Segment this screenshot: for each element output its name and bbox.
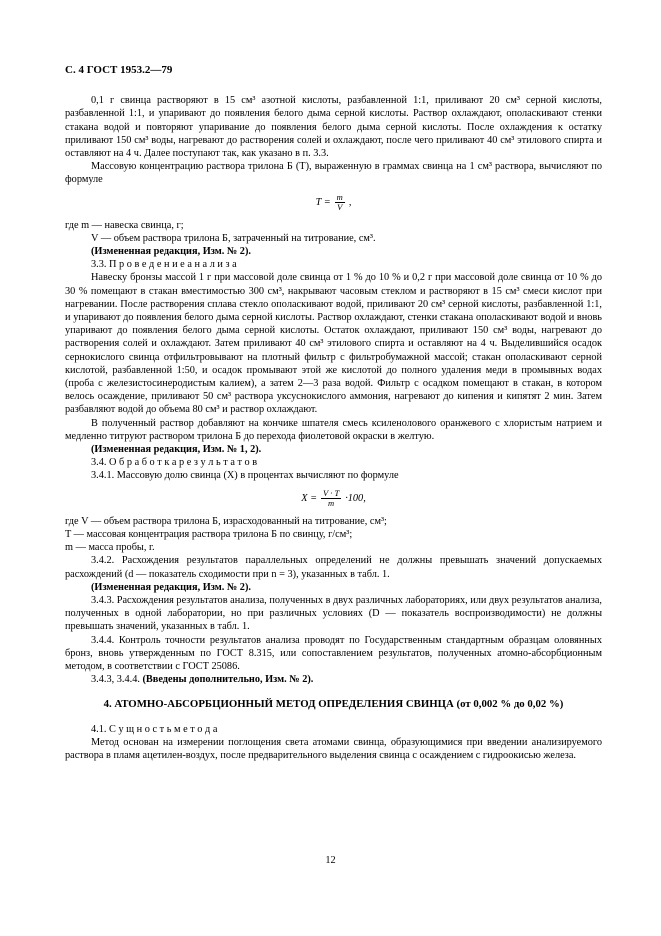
formula-x-tail: ·100, [345, 492, 366, 504]
edit-note-1: (Измененная редакция, Изм. № 2). [91, 246, 251, 258]
section-3-4-title: 3.4. О б р а б о т к а р е з у л ь т а т о в [91, 457, 258, 469]
formula-x-fraction [321, 489, 341, 508]
paragraph-concentration-intro: Массовую концентрацию раствора трилона Б (T), выраженную в граммах свинца на 1 см³ раствора, вычисляют по формуле [65, 161, 602, 186]
where2-v: где V — объем раствора трилона Б, израсходованный на титрование, см³; [65, 515, 387, 527]
formula-t-lhs: T = [315, 196, 331, 208]
formula-t-numerator: m [336, 191, 343, 202]
section-3-3-titration: В полученный раствор добавляют на кончике шпателя смесь ксиленолового оранжевого с хлористым натрием и медленно титруют раствором трилона Б до перехода фиолетовой окраски в желтую. [65, 417, 602, 442]
page-header: С. 4 ГОСТ 1953.2—79 [65, 64, 173, 76]
introduced-note [65, 673, 602, 686]
formula-x-denominator: m [328, 497, 335, 508]
where2-m: m — масса пробы, г. [65, 542, 155, 554]
paragraph-lead-dissolution: 0,1 г свинца растворяют в 15 см³ азотной кислоты, разбавленной 1:1, приливают 20 см³ серной кислоты, разбавленной 1:1, и упаривают до появления белого дыма серной кислоты. Раствор охлаждают, ополаскивают стенки стакана водой и повторяют упаривание до появления белого дыма серной кислоты. После охлаждения к остатку приливают 150 см³ воды, нагревают до растворения солей и охлаждают, после чего приливают 40 см³ этилового спирта и оставляют на 4 ч. Далее поступают так, как указано в п. 3.3. [65, 95, 602, 160]
section-4-title: 4. АТОМНО-АБСОРБЦИОННЫЙ МЕТОД ОПРЕДЕЛЕНИЯ СВИНЦА (от 0,002 % до 0,02 %) [103, 698, 564, 711]
section-4-1-title: 4.1. С у щ н о с т ь м е т о д а [91, 723, 218, 735]
formula-t-tail: , [348, 196, 352, 208]
section-3-4-2: 3.4.2. Расхождения результатов параллельных определений не должны превышать значений допускаемых расхождений (d — показатель сходимости при n = 3), указанных в табл. 1. [65, 555, 602, 580]
edit-note-2: (Измененная редакция, Изм. № 1, 2). [91, 444, 262, 456]
edit-note-3: (Измененная редакция, Изм. № 2). [91, 581, 251, 593]
section-3-4-3: 3.4.3. Расхождения результатов анализа, полученных в двух различных лабораториях, или двух результатов анализа, полученных в одной лаборатории, но при различных условиях (D — показатель воспроизводимости) не должны превышать значений, указанных в табл. 1. [65, 594, 602, 633]
section-3-4-1: 3.4.1. Массовую долю свинца (X) в процентах вычисляют по формуле [91, 470, 399, 482]
introduced-note-bold: (Введены дополнительно, Изм. № 2). [142, 674, 314, 686]
formula-t-fraction [335, 193, 345, 212]
where-m: где m — навеска свинца, г; [65, 219, 184, 231]
section-4-1-text: Метод основан на измерении поглощения света атомами свинца, образующимися при введении анализируемого раствора в пламя ацетилен-воздух, после предварительного выделения свинца с осаждением с гидроокисью железа. [65, 736, 602, 761]
formula-x [65, 489, 602, 508]
document-page [65, 64, 602, 762]
formula-t [65, 193, 602, 212]
introduced-note-items: 3.4.3, 3.4.4. [91, 674, 140, 686]
formula-x-numerator: V · T [323, 487, 340, 498]
section-3-3-title: 3.3. П р о в е д е н и е а н а л и з а [91, 259, 237, 271]
formula-t-denominator: V [337, 201, 343, 212]
page-number: 12 [325, 855, 336, 866]
formula-x-lhs: X = [301, 492, 318, 504]
where-v: V — объем раствора трилона Б, затраченный на титрование, см³. [91, 232, 376, 244]
section-3-4-4: 3.4.4. Контроль точности результатов анализа проводят по Государственным стандартным образцам оловянных бронз, вновь утвержденным по ГОСТ 8.315, или сопоставлением результатов, полученных атомно-абсорбционным методом, в соответствии с ГОСТ 25086. [65, 634, 602, 672]
where2-t: T — массовая концентрация раствора трилона Б по свинцу, г/см³; [65, 528, 353, 540]
section-3-3-text: Навеску бронзы массой 1 г при массовой доле свинца от 1 % до 10 % и 0,2 г при массовой доле свинца от 10 % до 30 % помещают в стакан вместимостью 300 см³, накрывают часовым стеклом и растворяют в 15 см³ смеси кислот при нагревании. После растворения сплава стекло ополаскивают водой, приливают 20 см³ серной кислоты, разбавленной 1:1, и упаривают до появления белого дыма серной кислоты. Раствор охлаждают, стенки стакана ополаскивают водой и вновь упаривают до появления белого дыма серной кислоты. Остаток охлаждают, приливают 150 см³ воды, нагревают до растворения солей и охлаждают. Затем приливают 40 см³ этилового спирта и оставляют на 4 ч. Выделившийся осадок сернокислого свинца отфильтровывают на плотный фильтр с фильтробумажной массой; стакан ополаскивают серной кислотой, разбавленной 1:50, и осадок промывают этой же кислотой до полного удаления меди в промывных водах (проба с железистосинеродистым калием), а затем 2—3 раза водой. Фильтр с осадком помещают в стакан, в котором велось осаждение, приливают 50 см³ раствора уксуснокислого аммония, нагревают до кипения и кипятят 2 мин. Затем разбавляют водой до объема 80 см³ и раствор охлаждают. [65, 272, 602, 416]
